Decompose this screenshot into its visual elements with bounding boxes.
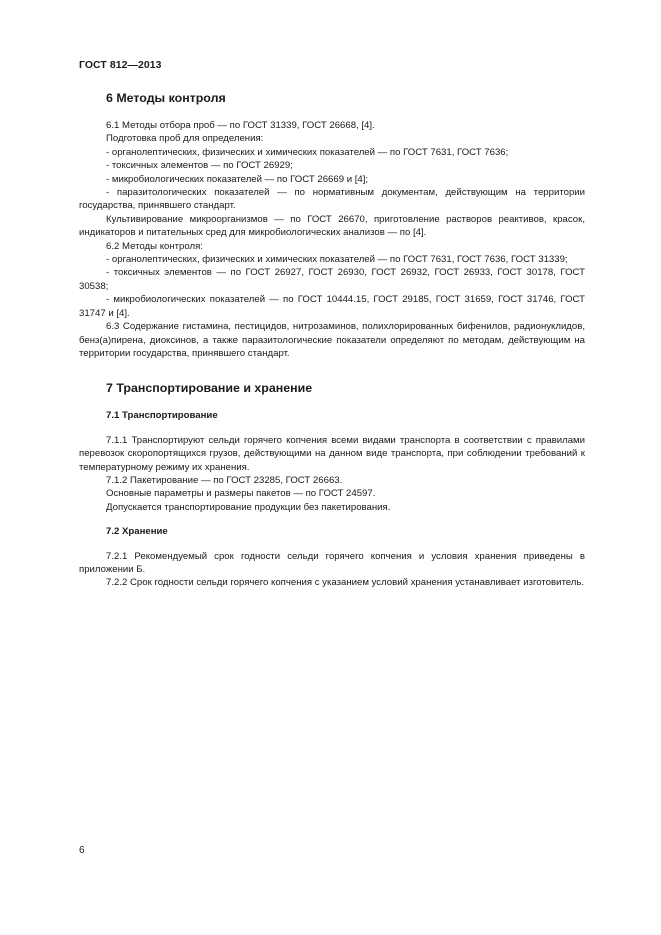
section-7-heading: 7 Транспортирование и хранение xyxy=(106,381,313,396)
page-number: 6 xyxy=(79,845,85,856)
paragraph-7-1-2: 7.1.2 Пакетирование — по ГОСТ 23285, ГОСТ 26663. xyxy=(106,474,343,486)
paragraph-6-1: 6.1 Методы отбора проб — по ГОСТ 31339, ГОСТ 26668, [4]. xyxy=(106,120,375,131)
document-page xyxy=(79,0,585,935)
paragraph-6-2: 6.2 Методы контроля: xyxy=(106,240,203,252)
list-item-toxic-methods: - токсичных элементов — по ГОСТ 26927, ГОСТ 26930, ГОСТ 26932, ГОСТ 26933, ГОСТ 30178, ГОСТ 30538; xyxy=(79,267,585,292)
list-item-organoleptic: - органолептических, физических и химических показателей — по ГОСТ 7631, ГОСТ 7636; xyxy=(106,146,509,158)
list-item-microbio-methods: - микробиологических показателей — по ГОСТ 10444.15, ГОСТ 29185, ГОСТ 31659, ГОСТ 31746, ГОСТ 31747 и [4]. xyxy=(79,294,585,319)
section-6-heading: 6 Методы контроля xyxy=(106,91,226,105)
paragraph-sample-prep: Подготовка проб для определения: xyxy=(106,133,264,145)
paragraph-7-2-2: 7.2.2 Срок годности сельди горячего копчения с указанием условий хранения устанавливает изготовитель. xyxy=(106,577,585,589)
document-body xyxy=(79,90,585,590)
list-item-toxic: - токсичных элементов — по ГОСТ 26929; xyxy=(106,160,293,172)
list-item-parasitology: - паразитологических показателей — по нормативным документам, действующим на территории государства, принявшего стандарт. xyxy=(79,187,585,212)
paragraph-cultivation: Культивирование микроорганизмов — по ГОСТ 26670, приготовление растворов реактивов, красок, индикаторов и питательных сред для микробиологических анализов — по [4]. xyxy=(79,213,585,239)
list-item-microbio: - микробиологических показателей — по ГОСТ 26669 и [4]; xyxy=(106,173,369,185)
subsection-7-2-heading: 7.2 Хранение xyxy=(106,526,168,538)
paragraph-pack-params: Основные параметры и размеры пакетов — по ГОСТ 24597. xyxy=(106,488,376,500)
paragraph-no-pack: Допускается транспортирование продукции без пакетирования. xyxy=(106,501,391,513)
document-header: ГОСТ 812—2013 xyxy=(79,60,162,71)
paragraph-6-3: 6.3 Содержание гистамина, пестицидов, нитрозаминов, полихлорированных бифенилов, радионуклидов, бенз(а)пирена, диоксинов, а также паразитологические показатели определяют по методам, действующим на территории государства, принявшего стандарт. xyxy=(79,321,585,359)
subsection-7-1-heading: 7.1 Транспортирование xyxy=(106,410,218,422)
paragraph-7-1-1: 7.1.1 Транспортируют сельди горячего копчения всеми видами транспорта в соответствии с правилами перевозок скоропортящихся грузов, действующими на данном виде транспорта, при соблюдении требований к температурному режиму их хранения. xyxy=(79,434,585,473)
list-item-organoleptic-methods: - органолептических, физических и химических показателей — по ГОСТ 7631, ГОСТ 7636, ГОСТ 31339; xyxy=(106,254,568,266)
paragraph-7-2-1: 7.2.1 Рекомендуемый срок годности сельди горячего копчения и условия хранения приведены в приложении Б. xyxy=(79,550,585,575)
